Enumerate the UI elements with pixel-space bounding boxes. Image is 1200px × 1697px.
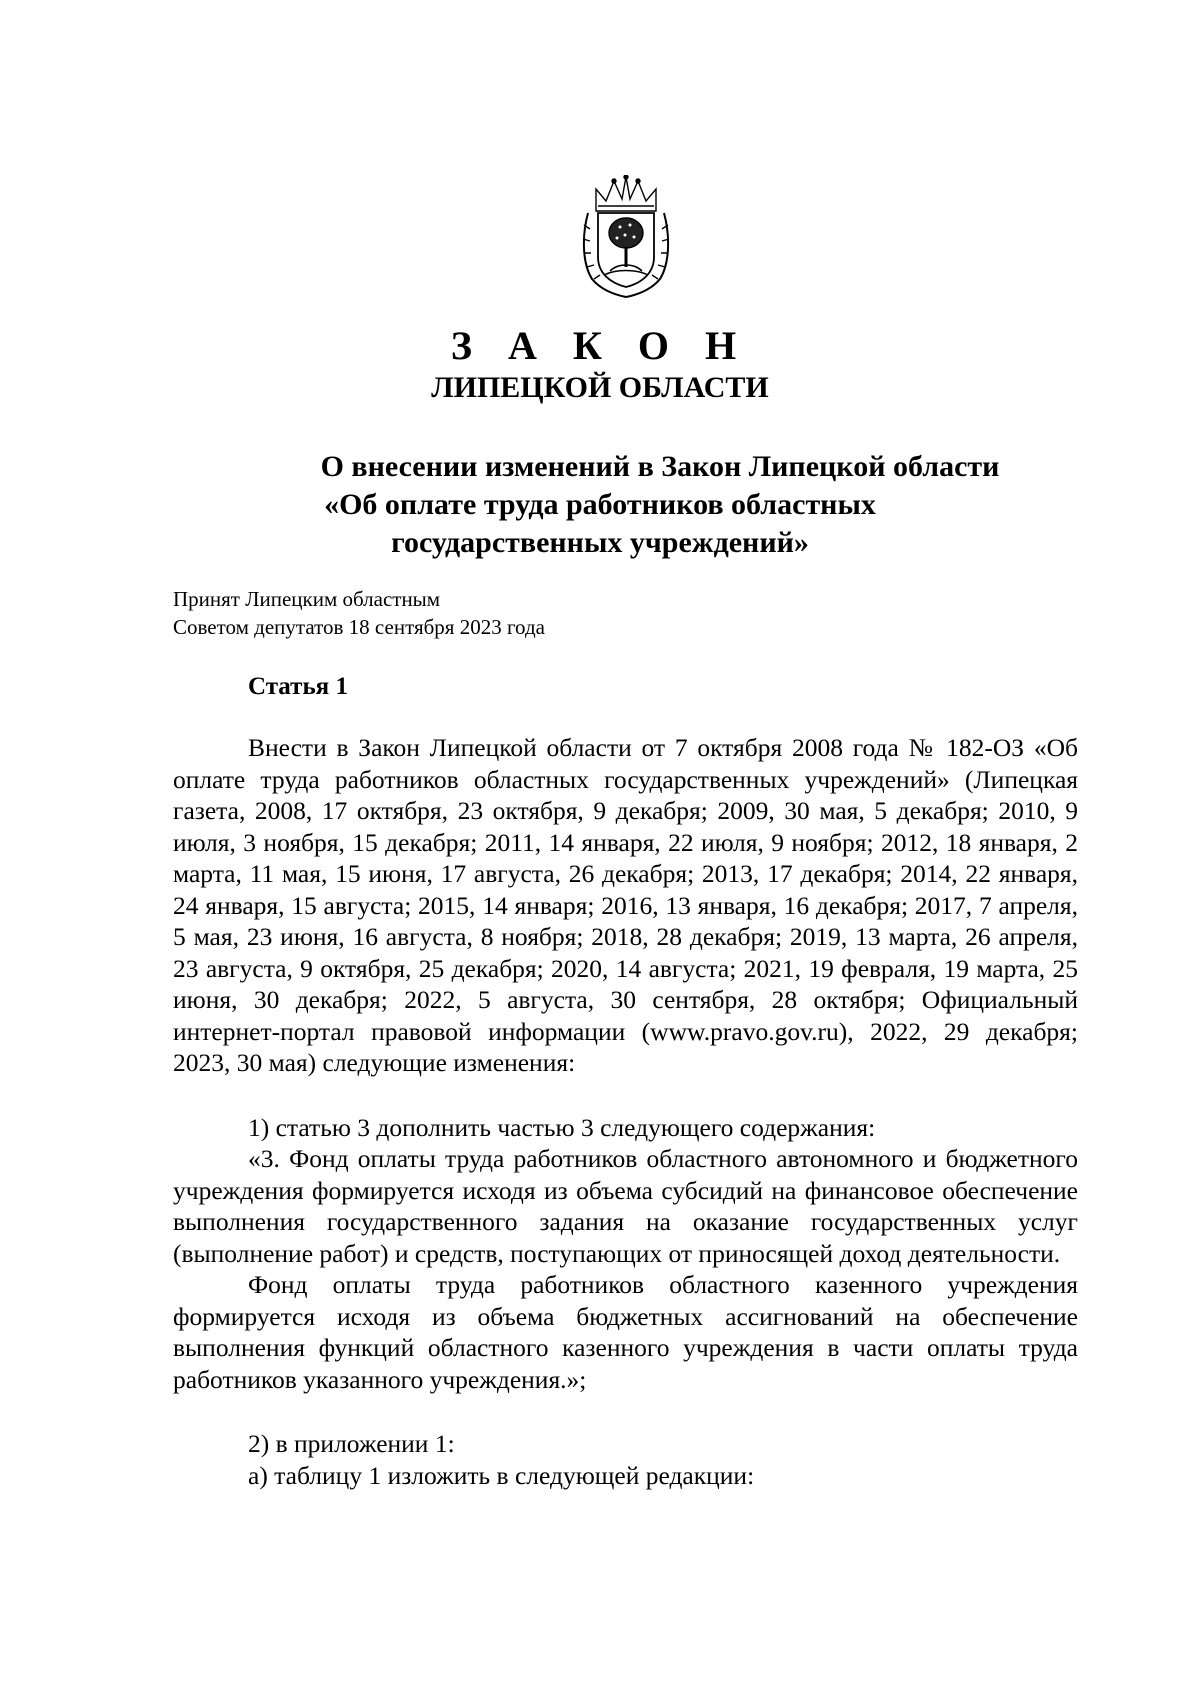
adoption-line-2: Советом депутатов 18 сентября 2023 года xyxy=(173,615,545,639)
subject-line-1: О внесении изменений в Закон Липецкой области xyxy=(320,450,1000,483)
article-body xyxy=(173,732,1078,1491)
item-2-paragraph: 2) в приложении 1: xyxy=(248,1429,455,1458)
coat-of-arms-emblem xyxy=(578,175,674,299)
adoption-note xyxy=(173,585,873,641)
quote-paragraph-2: Фонд оплаты труда работников областного казенного учреждения формируется исходя из объема бюджетных ассигнований на обеспечение выполнения функций областного казенного учреждения в части оплаты труда работников указанного учреждения.»; xyxy=(173,1270,1078,1394)
item-1-paragraph: 1) статью 3 дополнить частью 3 следующего содержания: xyxy=(248,1112,876,1142)
item-2a-paragraph: а) таблицу 1 изложить в следующей редакции: xyxy=(248,1460,755,1490)
law-title: З А К О Н xyxy=(450,323,750,368)
law-subject-title xyxy=(0,448,1200,562)
article-intro-paragraph: Внести в Закон Липецкой области от 7 октября 2008 года № 182-ОЗ «Об оплате труда работников областных государственных учреждений» (Липецкая газета, 2008, 17 октября, 23 октября, 9 декабря; 2009, 30 мая, 5 декабря; 2010, 9 июля, 3 ноября, 15 декабря; 2011, 14 января, 22 июля, 9 ноября; 2012, 18 января, 2 марта, 11 мая, 15 июня, 17 августа, 26 декабря; 2013, 17 декабря; 2014, 22 января, 24 января, 15 августа; 2015, 14 января; 2016, 13 января, 16 декабря; 2017, 7 апреля, 5 мая, 23 июня, 16 августа, 8 ноября; 2018, 28 декабря; 2019, 13 марта, 26 апреля, 23 августа, 9 октября, 25 декабря; 2020, 14 августа; 2021, 19 февраля, 19 марта, 25 июня, 30 декабря; 2022, 5 августа, 30 сентября, 28 октября; Официальный интернет-портал правовой информации (www.pravo.gov.ru), 2022, 29 декабря; 2023, 30 мая) следующие изменения: xyxy=(173,733,1078,1077)
adoption-line-1: Принят Липецким областным xyxy=(173,587,441,611)
subject-line-3: государственных учреждений» xyxy=(391,526,809,559)
region-name: ЛИПЕЦКОЙ ОБЛАСТИ xyxy=(431,371,769,404)
quote-paragraph-1: «3. Фонд оплаты труда работников областного автономного и бюджетного учреждения формируется исходя из объема субсидий на финансовое обеспечение выполнения государственного задания на оказание государственных услуг (выполнение работ) и средств, поступающих от приносящей доход деятельности. xyxy=(173,1144,1078,1268)
subject-line-2: «Об оплате труда работников областных xyxy=(324,488,876,521)
article-heading: Статья 1 xyxy=(248,673,348,700)
